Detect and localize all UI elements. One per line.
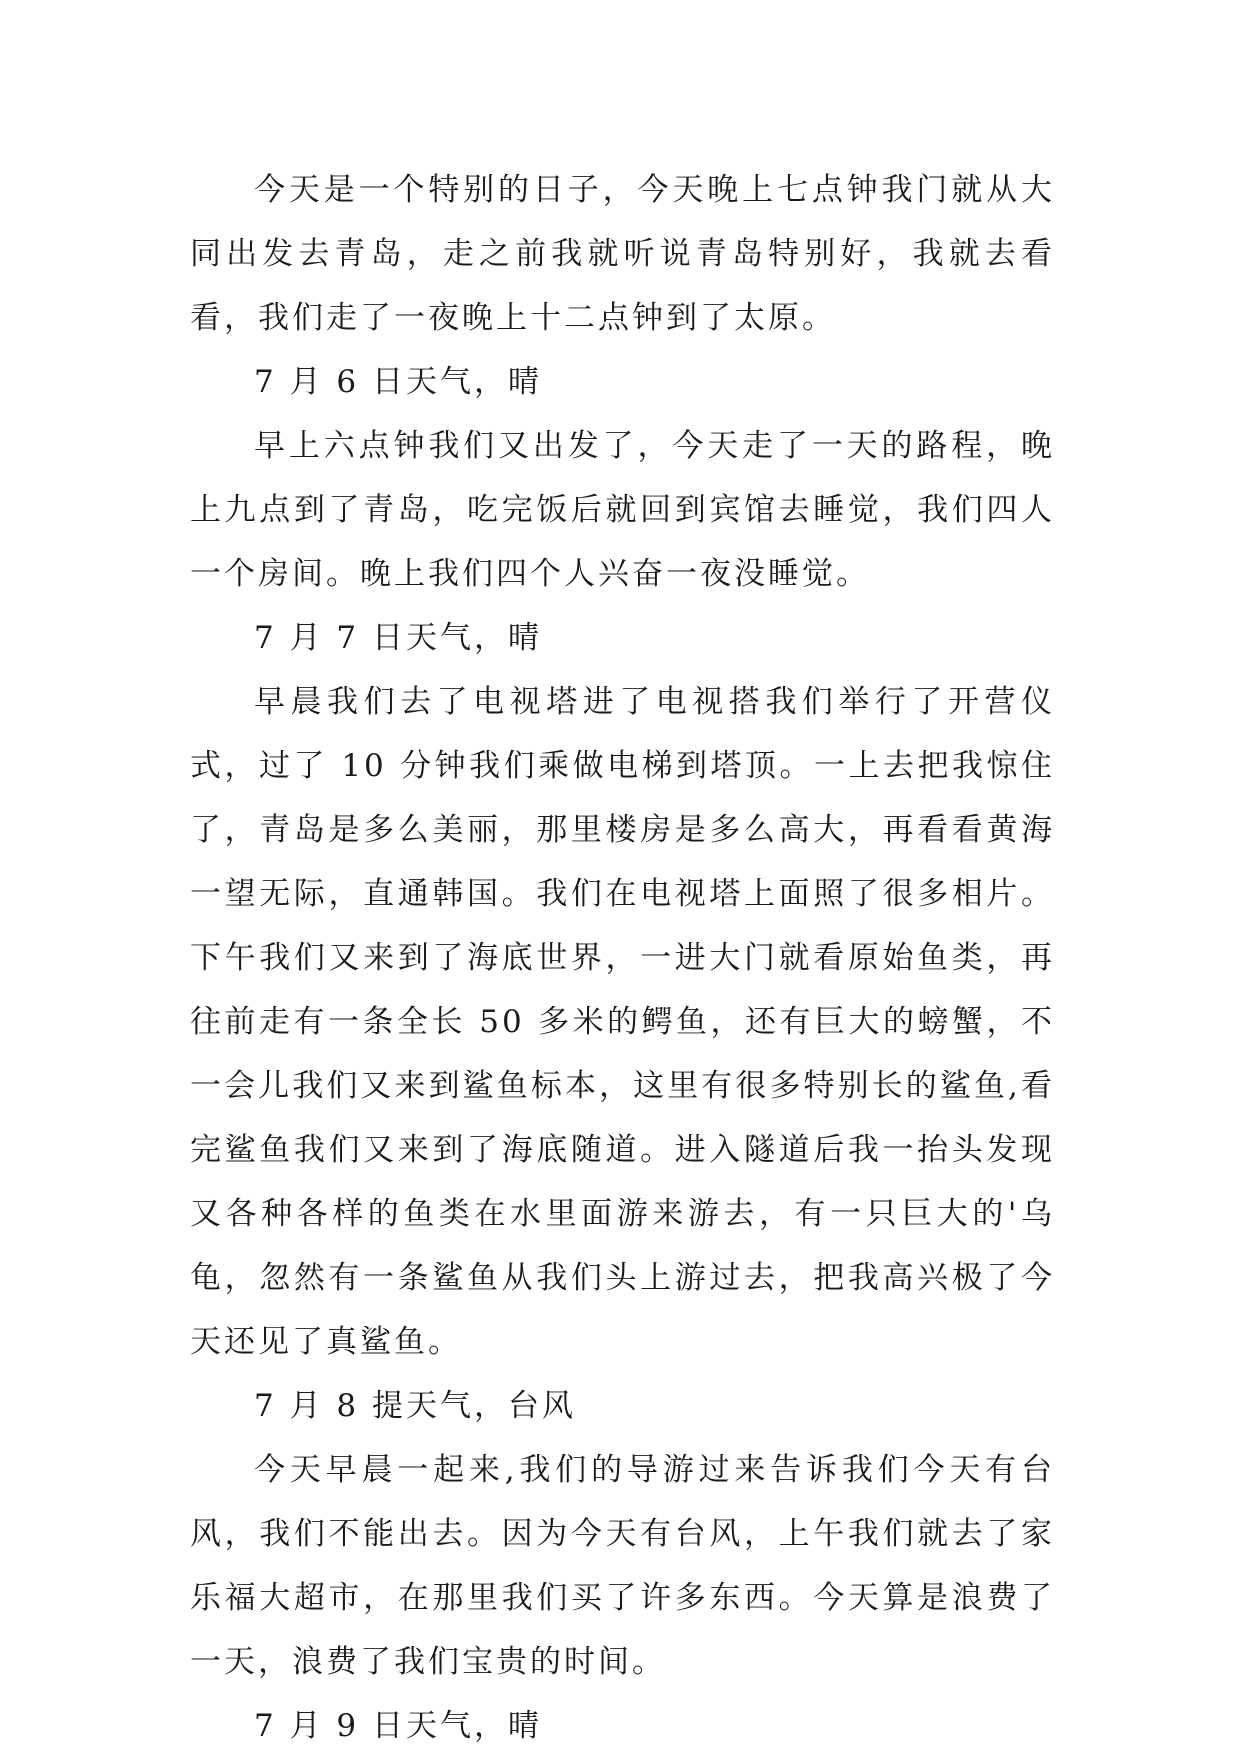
paragraph: 今天早晨一起来,我们的导游过来告诉我们今天有台风，我们不能出去。因为今天有台风，上午我们就去了家乐福大超市，在那里我们买了许多东西。今天算是浪费了一天，浪费了我们宝贵的时间。 (190, 1452, 1055, 1680)
paragraph: 早晨我们去了电视塔进了电视搭我们举行了开营仪式，过了 10 分钟我们乘做电梯到塔顶。一上去把我惊住了，青岛是多么美丽，那里楼房是多么高大，再看看黄海一望无际，直通韩国。我们在电视塔上面照了很多相片。下午我们又来到了海底世界，一进大门就看原始鱼类，再往前走有一条全长 50 多米的鳄鱼，还有巨大的螃蟹，不一会儿我们又来到鲨鱼标本，这里有很多特别长的鲨鱼,看完鲨鱼我们又来到了海底随道。进入隧道后我一抬头发现又各种各样的鱼类在水里面游来游去，有一只巨大的'乌龟，忽然有一条鲨鱼从我们头上游过去，把我高兴极了今天还见了真鲨鱼。 (190, 684, 1055, 1360)
document-body (190, 158, 1055, 1758)
date-weather-line: 7 月 6 日天气，晴 (254, 364, 543, 400)
paragraph: 今天是一个特别的日子，今天晚上七点钟我门就从大同出发去青岛，走之前我就听说青岛特别好，我就去看看，我们走了一夜晚上十二点钟到了太原。 (190, 172, 1055, 336)
date-weather-line: 7 月 8 提天气，台风 (254, 1388, 577, 1424)
date-weather-line: 7 月 7 日天气，晴 (254, 620, 543, 656)
date-weather-line: 7 月 9 日天气，晴 (254, 1708, 543, 1744)
paragraph: 早上六点钟我们又出发了，今天走了一天的路程，晚上九点到了青岛，吃完饭后就回到宾馆去睡觉，我们四人一个房间。晚上我们四个人兴奋一夜没睡觉。 (190, 428, 1055, 592)
